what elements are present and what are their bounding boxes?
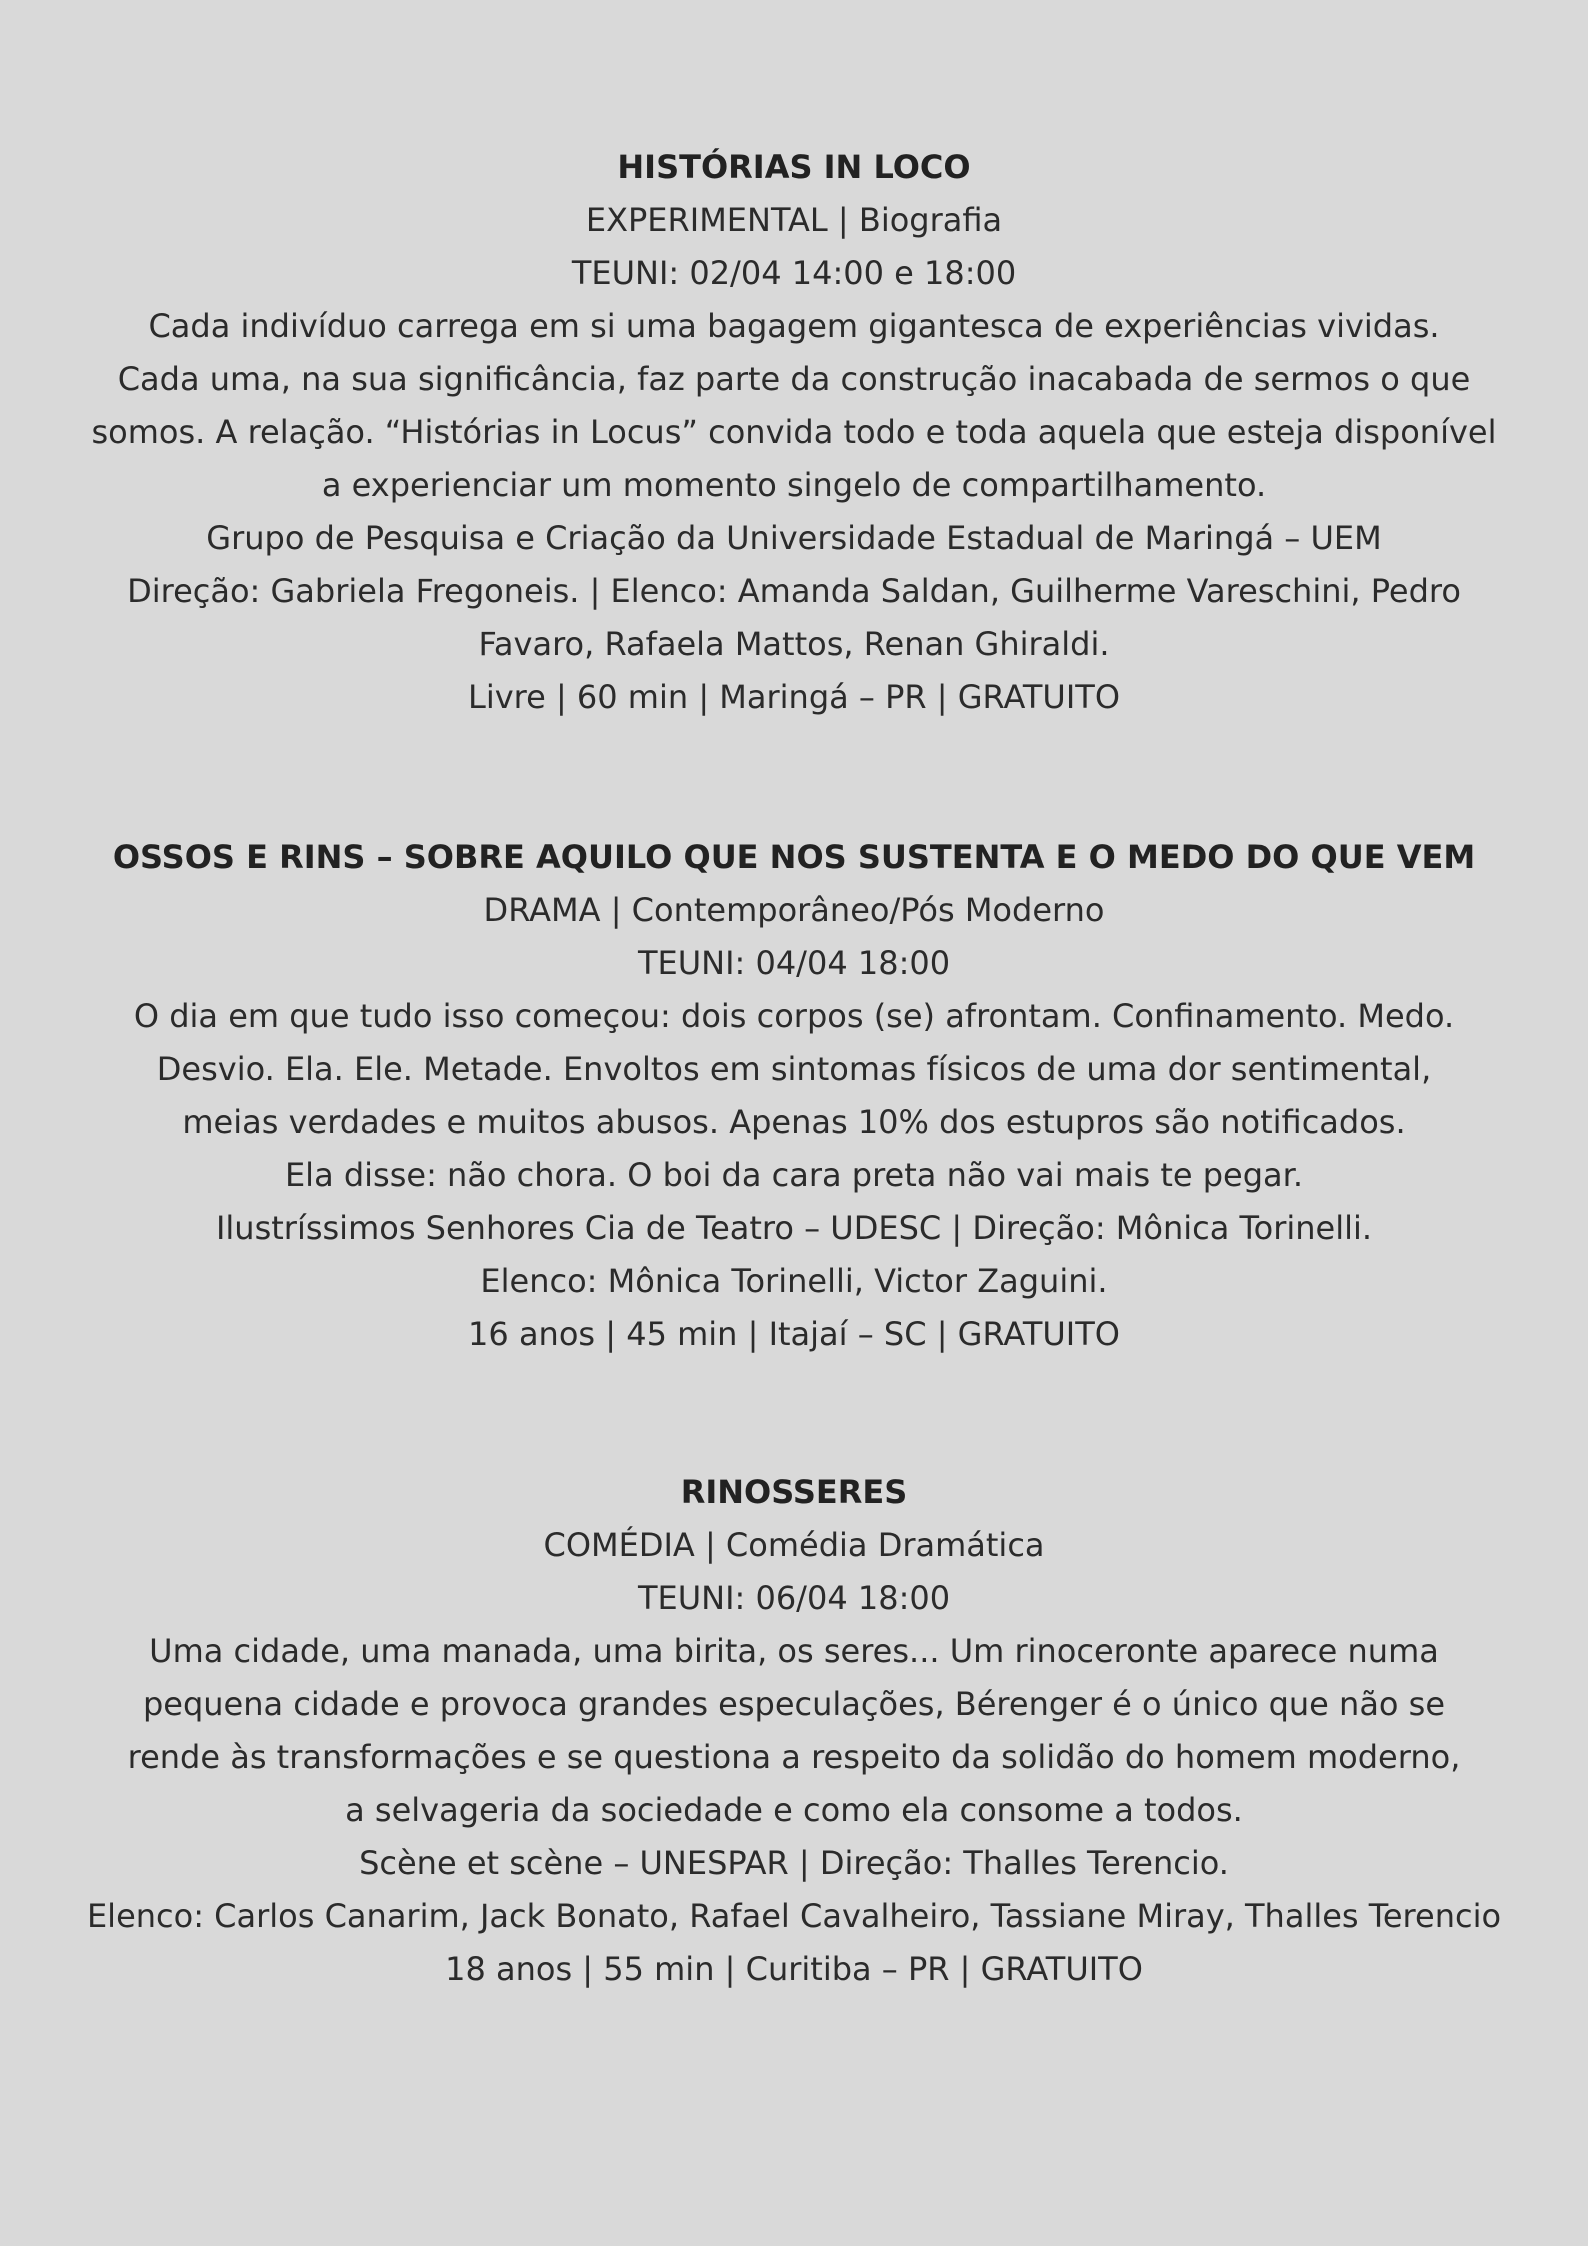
show-historias-in-loco bbox=[40, 141, 1548, 724]
show-genre: EXPERIMENTAL | Biografia bbox=[585, 201, 1003, 239]
show-schedule: TEUNI: 02/04 14:00 e 18:00 bbox=[571, 254, 1017, 292]
show-description-line: Cada uma, na sua significância, faz parte da construção inacabada de sermos o que bbox=[117, 360, 1471, 398]
show-description-line: Desvio. Ela. Ele. Metade. Envoltos em sintomas físicos de uma dor sentimental, bbox=[156, 1050, 1432, 1088]
show-description-line: Uma cidade, uma manada, uma birita, os seres... Um rinoceronte aparece numa bbox=[149, 1632, 1439, 1670]
show-description-line: Ela disse: não chora. O boi da cara preta não vai mais te pegar. bbox=[284, 1156, 1304, 1194]
show-credits-line: Elenco: Mônica Torinelli, Victor Zaguini. bbox=[480, 1262, 1108, 1300]
show-description-line: Cada indivíduo carrega em si uma bagagem gigantesca de experiências vividas. bbox=[148, 307, 1440, 345]
show-description-line: pequena cidade e provoca grandes especulações, Bérenger é o único que não se bbox=[142, 1685, 1446, 1723]
show-credits-line: Favaro, Rafaela Mattos, Renan Ghiraldi. bbox=[478, 625, 1110, 663]
show-rinosseres bbox=[40, 1466, 1548, 1996]
show-title: RINOSSERES bbox=[680, 1473, 908, 1511]
show-description-line: a selvageria da sociedade e como ela consome a todos. bbox=[345, 1791, 1243, 1829]
show-description-line: a experienciar um momento singelo de compartilhamento. bbox=[321, 466, 1267, 504]
show-credits-line: Elenco: Carlos Canarim, Jack Bonato, Rafael Cavalheiro, Tassiane Miray, Thalles Terencio bbox=[86, 1897, 1502, 1935]
show-title: HISTÓRIAS IN LOCO bbox=[617, 148, 971, 186]
show-info: Livre | 60 min | Maringá – PR | GRATUITO bbox=[467, 678, 1121, 716]
show-info: 16 anos | 45 min | Itajaí – SC | GRATUITO bbox=[468, 1315, 1120, 1353]
show-ossos-e-rins bbox=[40, 831, 1548, 1361]
show-credits-line: Ilustríssimos Senhores Cia de Teatro – UDESC | Direção: Mônica Torinelli. bbox=[215, 1209, 1373, 1247]
show-genre: COMÉDIA | Comédia Dramática bbox=[543, 1526, 1045, 1564]
show-credits-line: Direção: Gabriela Fregoneis. | Elenco: Amanda Saldan, Guilherme Vareschini, Pedro bbox=[127, 572, 1461, 610]
show-description-line: O dia em que tudo isso começou: dois corpos (se) afrontam. Confinamento. Medo. bbox=[133, 997, 1455, 1035]
show-description-line: somos. A relação. “Histórias in Locus” convida todo e toda aquela que esteja disponível bbox=[91, 413, 1497, 451]
show-description-line: rende às transformações e se questiona a respeito da solidão do homem moderno, bbox=[127, 1738, 1461, 1776]
show-schedule: TEUNI: 04/04 18:00 bbox=[637, 944, 951, 982]
show-credits-line: Scène et scène – UNESPAR | Direção: Thalles Terencio. bbox=[359, 1844, 1229, 1882]
show-description-line: meias verdades e muitos abusos. Apenas 10% dos estupros são notificados. bbox=[182, 1103, 1406, 1141]
show-genre: DRAMA | Contemporâneo/Pós Moderno bbox=[483, 891, 1105, 929]
show-info: 18 anos | 55 min | Curitiba – PR | GRATUITO bbox=[445, 1950, 1143, 1988]
show-credits-line: Grupo de Pesquisa e Criação da Universidade Estadual de Maringá – UEM bbox=[206, 519, 1382, 557]
show-title: OSSOS E RINS – SOBRE AQUILO QUE NOS SUSTENTA E O MEDO DO QUE VEM bbox=[112, 838, 1476, 876]
show-schedule: TEUNI: 06/04 18:00 bbox=[637, 1579, 951, 1617]
